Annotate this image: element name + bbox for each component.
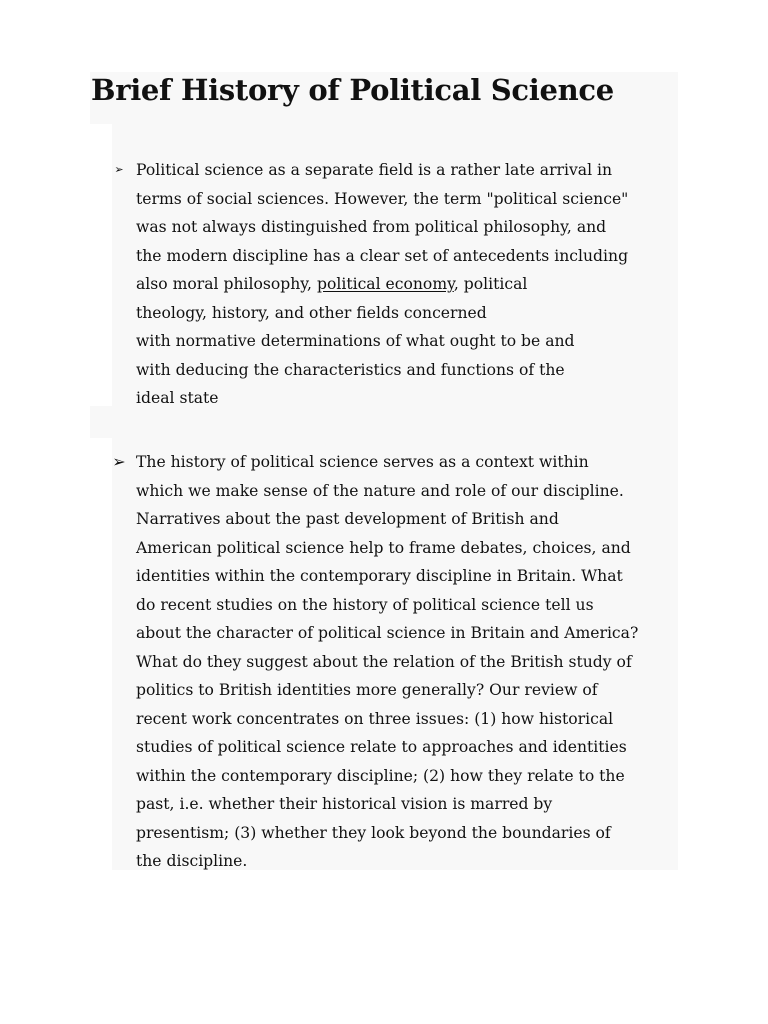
text-line: the modern discipline has a clear set of antecedents including (136, 246, 629, 265)
body-highlight-notch (90, 406, 112, 438)
text-line: American political science help to frame debates, choices, and (136, 538, 631, 557)
text-line: presentism; (3) whether they look beyond the boundaries of (136, 823, 611, 842)
text-line: ideal state (136, 389, 219, 407)
paragraph-2 (136, 448, 638, 876)
text-line: past, i.e. whether their historical vision is marred by (136, 795, 553, 813)
text-line: within the contemporary discipline; (2) how they relate to the (136, 766, 625, 785)
text-line: The history of political science serves as a context within (136, 453, 589, 471)
text-line: politics to British identities more generally? Our review of (136, 681, 598, 699)
text-line: was not always distinguished from political philosophy, and (136, 218, 607, 236)
text-line: Narratives about the past development of British and (136, 510, 559, 528)
text-line: terms of social sciences. However, the term "political science" (136, 189, 629, 208)
arrow-bullet-icon: ➢ (112, 452, 126, 471)
text-line: with deducing the characteristics and functions of the (136, 360, 565, 379)
text-segment: , political (453, 275, 528, 293)
text-line: theology, history, and other fields concerned (136, 303, 487, 322)
text-line: do recent studies on the history of political science tell us (136, 595, 594, 614)
paragraph-1 (136, 156, 628, 413)
text-line: with normative determinations of what ought to be and (136, 332, 575, 350)
document-title: Brief History of Political Science (91, 73, 614, 107)
political-economy-link[interactable]: political economy (316, 275, 454, 293)
text-line: recent work concentrates on three issues: (1) how historical (136, 709, 614, 728)
text-line: identities within the contemporary discipline in Britain. What (136, 567, 623, 585)
text-line: the discipline. (136, 852, 248, 870)
text-line: What do they suggest about the relation of the British study of (136, 652, 632, 671)
text-line: Political science as a separate field is a rather late arrival in (136, 161, 613, 179)
arrow-bullet-icon: ➢ (114, 163, 124, 176)
text-segment: also moral philosophy, (136, 275, 317, 293)
text-line-with-link (136, 270, 628, 299)
text-line: which we make sense of the nature and role of our discipline. (136, 481, 624, 500)
text-line: studies of political science relate to approaches and identities (136, 738, 627, 756)
text-line: about the character of political science in Britain and America? (136, 624, 639, 642)
